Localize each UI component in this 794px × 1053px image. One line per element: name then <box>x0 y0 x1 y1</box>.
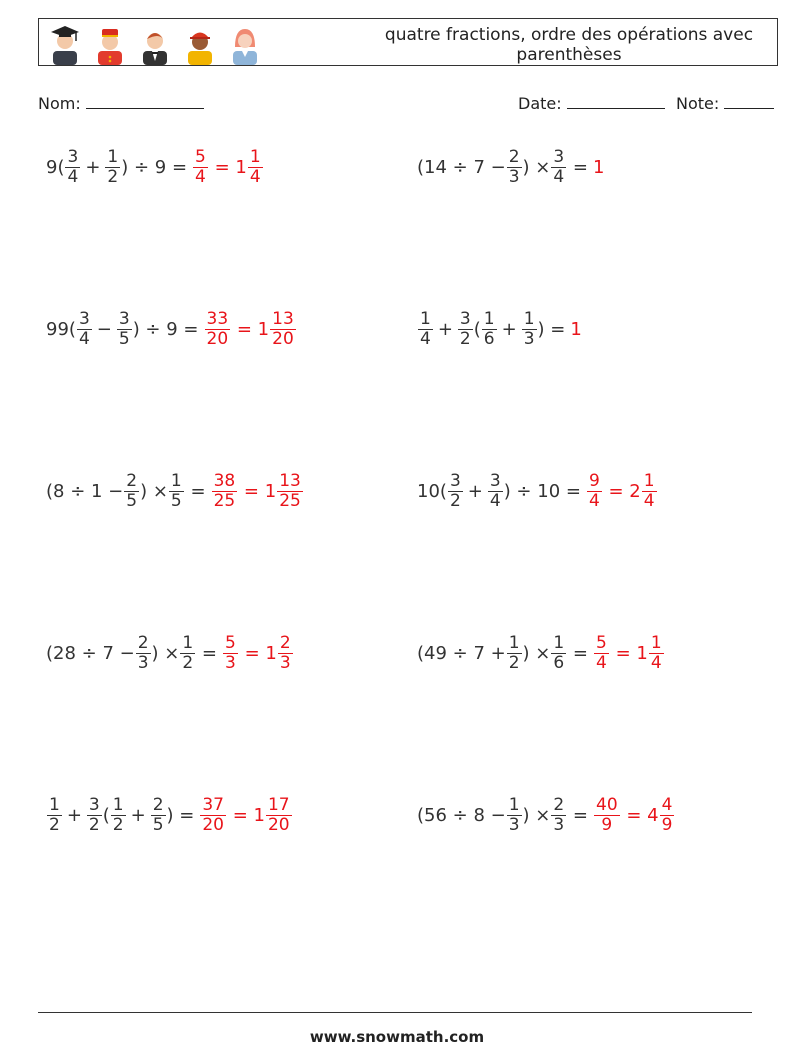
problem-answer <box>199 796 292 835</box>
expression-text: ) ÷ 9 = <box>121 157 188 178</box>
expression-text: = 1 <box>227 805 265 826</box>
expression-text: 1 <box>570 319 582 340</box>
numerator: 2 <box>553 795 565 815</box>
fraction <box>458 310 473 349</box>
numerator: 3 <box>553 147 565 167</box>
numerator: 1 <box>182 633 194 653</box>
numerator: 1 <box>483 309 495 329</box>
fraction <box>482 310 497 349</box>
numerator: 2 <box>508 147 520 167</box>
expression-text: ) × <box>522 643 551 664</box>
numerator: 3 <box>78 309 90 329</box>
expression-text: = <box>567 643 589 664</box>
waiter-avatar-icon <box>135 21 175 65</box>
problem-answer <box>222 634 294 673</box>
expression-text: = <box>567 805 589 826</box>
problem-8 <box>417 634 665 673</box>
problem-answer <box>593 157 604 178</box>
problem-answer <box>593 796 675 835</box>
expression-text: (8 ÷ 1 − <box>46 481 124 502</box>
worksheet-header <box>38 18 778 66</box>
numerator: 2 <box>126 471 138 491</box>
expression-text: (28 ÷ 7 − <box>46 643 135 664</box>
numerator: 17 <box>267 795 290 815</box>
numerator: 3 <box>489 471 501 491</box>
grade-label: Note: <box>676 94 720 113</box>
fraction <box>551 148 566 187</box>
fraction <box>193 148 208 187</box>
denominator: 9 <box>601 815 613 835</box>
expression-text: ) ÷ 10 = <box>503 481 581 502</box>
numerator: 3 <box>459 309 471 329</box>
problem-6 <box>417 472 658 511</box>
expression-text: (56 ÷ 8 − <box>417 805 506 826</box>
date-field[interactable] <box>518 94 665 113</box>
fraction <box>169 472 184 511</box>
problem-answer <box>204 310 297 349</box>
denominator: 2 <box>49 815 60 835</box>
problem-answer <box>192 148 264 187</box>
problem-expression <box>417 148 588 187</box>
denominator: 3 <box>508 167 520 187</box>
fraction <box>270 310 296 349</box>
problem-expression <box>46 148 187 187</box>
denominator: 3 <box>137 653 149 673</box>
problem-9 <box>46 796 293 835</box>
denominator: 4 <box>195 167 206 187</box>
denominator: 4 <box>489 491 501 511</box>
expression-text: ) × <box>522 805 551 826</box>
avatar-row <box>45 21 265 65</box>
problem-1 <box>46 148 264 187</box>
grade-line[interactable] <box>724 94 774 109</box>
grade-field[interactable] <box>676 94 774 113</box>
expression-text: = 4 <box>620 805 659 826</box>
numerator: 5 <box>195 147 206 167</box>
fraction <box>507 634 522 673</box>
expression-text: (49 ÷ 7 + <box>417 643 506 664</box>
numerator: 2 <box>279 633 291 653</box>
problem-3 <box>46 310 297 349</box>
numerator: 3 <box>67 147 79 167</box>
numerator: 5 <box>596 633 607 653</box>
operator: + <box>437 319 453 340</box>
numerator: 3 <box>88 795 100 815</box>
fraction <box>180 634 195 673</box>
graduate-avatar-icon <box>45 21 85 65</box>
problem-expression <box>417 634 588 673</box>
name-label: Nom: <box>38 94 81 113</box>
expression-text: 9( <box>46 157 65 178</box>
footer-site: www.snowmath.com <box>309 1028 485 1046</box>
denominator: 4 <box>553 167 565 187</box>
expression-text: ) × <box>522 157 551 178</box>
fraction <box>205 310 231 349</box>
bellhop-avatar-icon <box>90 21 130 65</box>
denominator: 2 <box>112 815 124 835</box>
numerator: 4 <box>661 795 673 815</box>
fraction <box>587 472 602 511</box>
numerator: 38 <box>213 471 236 491</box>
woman-avatar-icon <box>225 21 265 65</box>
name-line[interactable] <box>86 94 204 109</box>
problem-answer <box>593 634 665 673</box>
numerator: 13 <box>279 471 301 491</box>
expression-text: ( <box>473 319 481 340</box>
denominator: 5 <box>170 491 182 511</box>
denominator: 25 <box>213 491 236 511</box>
numerator: 1 <box>650 633 662 653</box>
worker-avatar-icon <box>180 21 220 65</box>
problem-4 <box>417 310 582 349</box>
fraction <box>594 796 620 835</box>
numerator: 3 <box>118 309 130 329</box>
denominator: 3 <box>225 653 236 673</box>
denominator: 2 <box>88 815 100 835</box>
numerator: 3 <box>449 471 461 491</box>
denominator: 3 <box>508 815 520 835</box>
expression-text: = <box>567 157 589 178</box>
fraction <box>551 634 566 673</box>
operator: + <box>501 319 517 340</box>
numerator: 2 <box>152 795 164 815</box>
expression-text: ) × <box>151 643 180 664</box>
fraction <box>105 148 120 187</box>
expression-text: = <box>184 481 206 502</box>
problem-expression <box>417 796 588 835</box>
fraction <box>136 634 151 673</box>
fraction <box>418 310 433 349</box>
name-field[interactable] <box>38 94 204 113</box>
fraction <box>551 796 566 835</box>
worksheet-title: quatre fractions, ordre des opérations avec parenthèses <box>384 25 754 65</box>
denominator: 6 <box>553 653 565 673</box>
denominator: 25 <box>279 491 301 511</box>
denominator: 9 <box>661 815 673 835</box>
problem-answer <box>570 319 581 340</box>
denominator: 6 <box>483 329 495 349</box>
denominator: 3 <box>279 653 291 673</box>
numerator: 1 <box>643 471 655 491</box>
denominator: 20 <box>202 815 224 835</box>
fraction <box>77 310 92 349</box>
denominator: 2 <box>449 491 461 511</box>
denominator: 5 <box>118 329 130 349</box>
expression-text: ) = <box>537 319 566 340</box>
problem-answer <box>586 472 658 511</box>
numerator: 1 <box>170 471 182 491</box>
fraction <box>642 472 657 511</box>
problem-expression <box>46 796 194 835</box>
fraction <box>111 796 126 835</box>
problem-10 <box>417 796 675 835</box>
date-line[interactable] <box>567 94 665 109</box>
denominator: 20 <box>206 329 229 349</box>
denominator: 3 <box>523 329 535 349</box>
denominator: 4 <box>249 167 261 187</box>
denominator: 4 <box>67 167 79 187</box>
expression-text: 99( <box>46 319 76 340</box>
expression-text: 1 <box>593 157 605 178</box>
fraction <box>278 634 293 673</box>
numerator: 9 <box>588 471 600 491</box>
expression-text: ) × <box>140 481 168 502</box>
operator: + <box>130 805 146 826</box>
expression-text: = 2 <box>602 481 641 502</box>
denominator: 3 <box>553 815 565 835</box>
problem-expression <box>417 472 581 511</box>
fraction <box>223 634 238 673</box>
denominator: 4 <box>588 491 600 511</box>
fraction <box>117 310 132 349</box>
numerator: 1 <box>49 795 60 815</box>
expression-text: ) ÷ 9 = <box>132 319 199 340</box>
expression-text: = 1 <box>238 481 277 502</box>
numerator: 5 <box>225 633 236 653</box>
expression-text: = 1 <box>208 157 247 178</box>
expression-text: 10( <box>417 481 447 502</box>
fraction <box>248 148 263 187</box>
numerator: 2 <box>137 633 149 653</box>
fraction <box>488 472 503 511</box>
denominator: 2 <box>508 653 520 673</box>
denominator: 2 <box>459 329 471 349</box>
numerator: 37 <box>202 795 224 815</box>
numerator: 1 <box>420 309 431 329</box>
fraction <box>87 796 102 835</box>
numerator: 40 <box>596 795 618 815</box>
problem-2 <box>417 148 604 187</box>
numerator: 33 <box>206 309 229 329</box>
expression-text: ( <box>102 805 110 826</box>
fraction <box>649 634 664 673</box>
denominator: 2 <box>107 167 119 187</box>
fraction <box>507 148 522 187</box>
numerator: 1 <box>508 795 520 815</box>
numerator: 13 <box>272 309 294 329</box>
operator: + <box>467 481 483 502</box>
problem-answer <box>211 472 304 511</box>
numerator: 1 <box>508 633 520 653</box>
fraction <box>660 796 675 835</box>
denominator: 5 <box>152 815 164 835</box>
problem-expression <box>46 310 199 349</box>
fraction <box>448 472 463 511</box>
denominator: 4 <box>643 491 655 511</box>
footer-divider <box>38 1012 752 1013</box>
date-label: Date: <box>518 94 562 113</box>
fraction <box>212 472 238 511</box>
problem-expression <box>46 472 206 511</box>
operator: − <box>96 319 112 340</box>
problem-5 <box>46 472 304 511</box>
fraction <box>151 796 166 835</box>
denominator: 5 <box>126 491 138 511</box>
fraction <box>65 148 80 187</box>
fraction <box>266 796 292 835</box>
denominator: 4 <box>650 653 662 673</box>
fraction <box>47 796 62 835</box>
denominator: 2 <box>182 653 194 673</box>
numerator: 1 <box>553 633 565 653</box>
fraction <box>124 472 139 511</box>
expression-text: = <box>196 643 218 664</box>
numerator: 1 <box>107 147 119 167</box>
fraction <box>507 796 522 835</box>
denominator: 4 <box>78 329 90 349</box>
fraction <box>594 634 609 673</box>
fraction <box>277 472 303 511</box>
fraction <box>200 796 226 835</box>
problem-7 <box>46 634 294 673</box>
expression-text: = 1 <box>238 643 277 664</box>
operator: + <box>66 805 82 826</box>
denominator: 20 <box>267 815 290 835</box>
denominator: 4 <box>420 329 431 349</box>
expression-text: ) = <box>166 805 195 826</box>
denominator: 4 <box>596 653 607 673</box>
expression-text: = 1 <box>609 643 648 664</box>
fraction <box>522 310 537 349</box>
numerator: 1 <box>523 309 535 329</box>
problem-expression <box>46 634 217 673</box>
numerator: 1 <box>249 147 261 167</box>
numerator: 1 <box>112 795 124 815</box>
expression-text: (14 ÷ 7 − <box>417 157 506 178</box>
expression-text: = 1 <box>231 319 270 340</box>
operator: + <box>85 157 101 178</box>
problem-expression <box>417 310 565 349</box>
denominator: 20 <box>272 329 294 349</box>
